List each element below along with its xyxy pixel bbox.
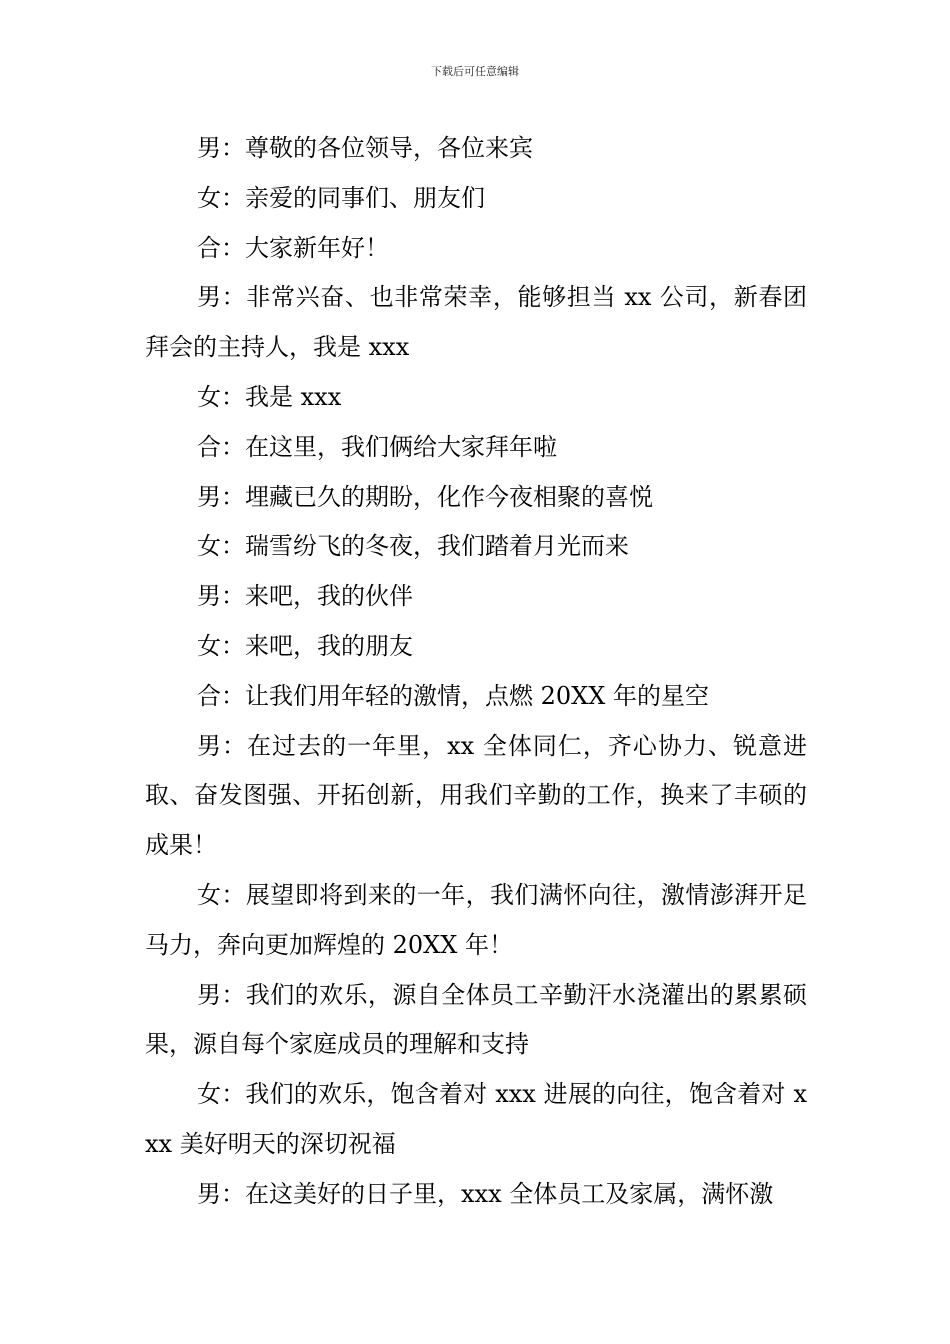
paragraph: 女：亲爱的同事们、朋友们: [197, 183, 485, 212]
paragraph: 男：埋藏已久的期盼，化作今夜相聚的喜悦: [197, 482, 653, 511]
paragraph: 合：大家新年好！: [197, 233, 389, 262]
paragraph: 男：我们的欢乐，源自全体员工辛勤汗水浇灌出的累累硕果，源自每个家庭成员的理解和支持: [145, 980, 807, 1059]
paragraph: 合：让我们用年轻的激情，点燃 20XX 年的星空: [197, 681, 709, 710]
paragraph: 男：在过去的一年里，xx 全体同仁，齐心协力、锐意进取、奋发图强、开拓创新，用我们辛勤的工作，换来了丰硕的成果！: [145, 731, 807, 860]
page-header-note: 下载后可任意编辑: [431, 65, 519, 78]
paragraph: 男：尊敬的各位领导，各位来宾: [197, 134, 533, 162]
paragraph: 女：瑞雪纷飞的冬夜，我们踏着月光而来: [197, 532, 629, 561]
paragraph: 男：在这美好的日子里，xxx 全体员工及家属，满怀激: [197, 1179, 774, 1208]
paragraph: 男：非常兴奋、也非常荣幸，能够担当 xx 公司，新春团拜会的主持人，我是 xxx: [145, 283, 807, 362]
paragraph: 合：在这里，我们俩给大家拜年啦: [197, 432, 557, 461]
paragraph: 女：我们的欢乐，饱含着对 xxx 进展的向往，饱含着对 xxx 美好明天的深切祝福: [145, 1080, 807, 1158]
paragraph: 女：展望即将到来的一年，我们满怀向往，激情澎湃开足马力，奔向更加辉煌的 20XX 年！: [145, 880, 807, 959]
document-body: [145, 124, 807, 1220]
paragraph: 女：来吧，我的朋友: [197, 631, 413, 660]
paragraph: 男：来吧，我的伙伴: [197, 582, 413, 611]
paragraph: 女：我是 xxx: [197, 382, 342, 411]
